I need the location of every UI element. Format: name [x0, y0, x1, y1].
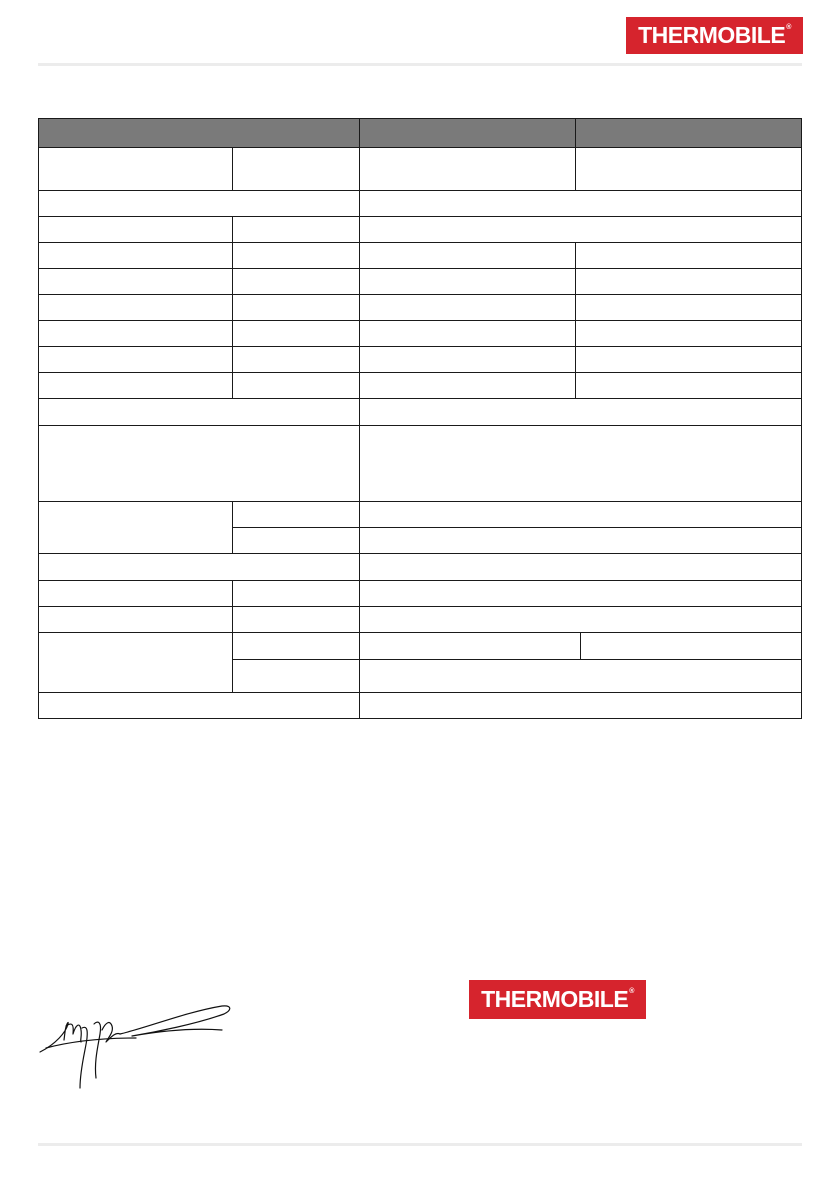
thermobile-logo-footer [469, 980, 646, 1019]
table-cell [38, 553, 360, 581]
table-cell [359, 606, 802, 633]
table-cell [232, 147, 360, 191]
table-cell [232, 268, 360, 295]
table-cell [575, 268, 802, 295]
table-cell [359, 632, 581, 660]
table-cell [359, 320, 576, 347]
table-cell [359, 692, 802, 719]
table-cell [38, 294, 233, 321]
table-cell [232, 606, 360, 633]
table-cell [232, 216, 360, 243]
table-cell [38, 632, 233, 693]
table-header-cell [575, 118, 802, 148]
table-cell [38, 606, 233, 633]
table-cell [359, 147, 576, 191]
registered-mark: ® [786, 24, 791, 31]
table-cell [580, 632, 802, 660]
table-cell [575, 242, 802, 269]
table-cell [232, 632, 360, 660]
table-cell [38, 692, 360, 719]
table-cell [575, 147, 802, 191]
table-cell [232, 242, 360, 269]
table-cell [38, 190, 360, 217]
table-cell [575, 294, 802, 321]
table-header-cell [38, 118, 360, 148]
table-cell [38, 372, 233, 399]
footer-divider [38, 1143, 802, 1146]
table-cell [359, 346, 576, 373]
table-cell [232, 346, 360, 373]
table-cell [359, 242, 576, 269]
table-cell [232, 501, 360, 528]
table-cell [38, 147, 233, 191]
table-cell [575, 372, 802, 399]
table-cell [359, 425, 802, 502]
table-cell [38, 242, 233, 269]
table-cell [38, 320, 233, 347]
table-cell [38, 268, 233, 295]
table-cell [232, 294, 360, 321]
table-cell [359, 216, 802, 243]
logo-text: THERMOBILE [481, 986, 629, 1012]
table-cell [232, 527, 360, 554]
table-cell [359, 190, 802, 217]
table-cell [38, 346, 233, 373]
table-cell [232, 659, 360, 693]
table-cell [38, 580, 233, 607]
handwritten-signature [36, 1002, 234, 1092]
table-cell [232, 320, 360, 347]
table-cell [575, 346, 802, 373]
table-cell [359, 294, 576, 321]
table-cell [38, 425, 360, 502]
table-cell [38, 216, 233, 243]
table-cell [232, 372, 360, 399]
table-cell [359, 553, 802, 581]
table-cell [359, 372, 576, 399]
table-cell [575, 320, 802, 347]
logo-text: THERMOBILE [638, 22, 786, 48]
table-header-cell [359, 118, 576, 148]
table-cell [38, 398, 360, 426]
thermobile-logo-header [626, 17, 803, 54]
table-cell [359, 268, 576, 295]
table-cell [359, 501, 802, 528]
registered-mark: ® [629, 988, 634, 995]
table-cell [359, 659, 802, 693]
table-cell [38, 501, 233, 554]
table-cell [359, 580, 802, 607]
table-cell [359, 398, 802, 426]
table-cell [359, 527, 802, 554]
header-divider [38, 63, 802, 66]
table-cell [232, 580, 360, 607]
